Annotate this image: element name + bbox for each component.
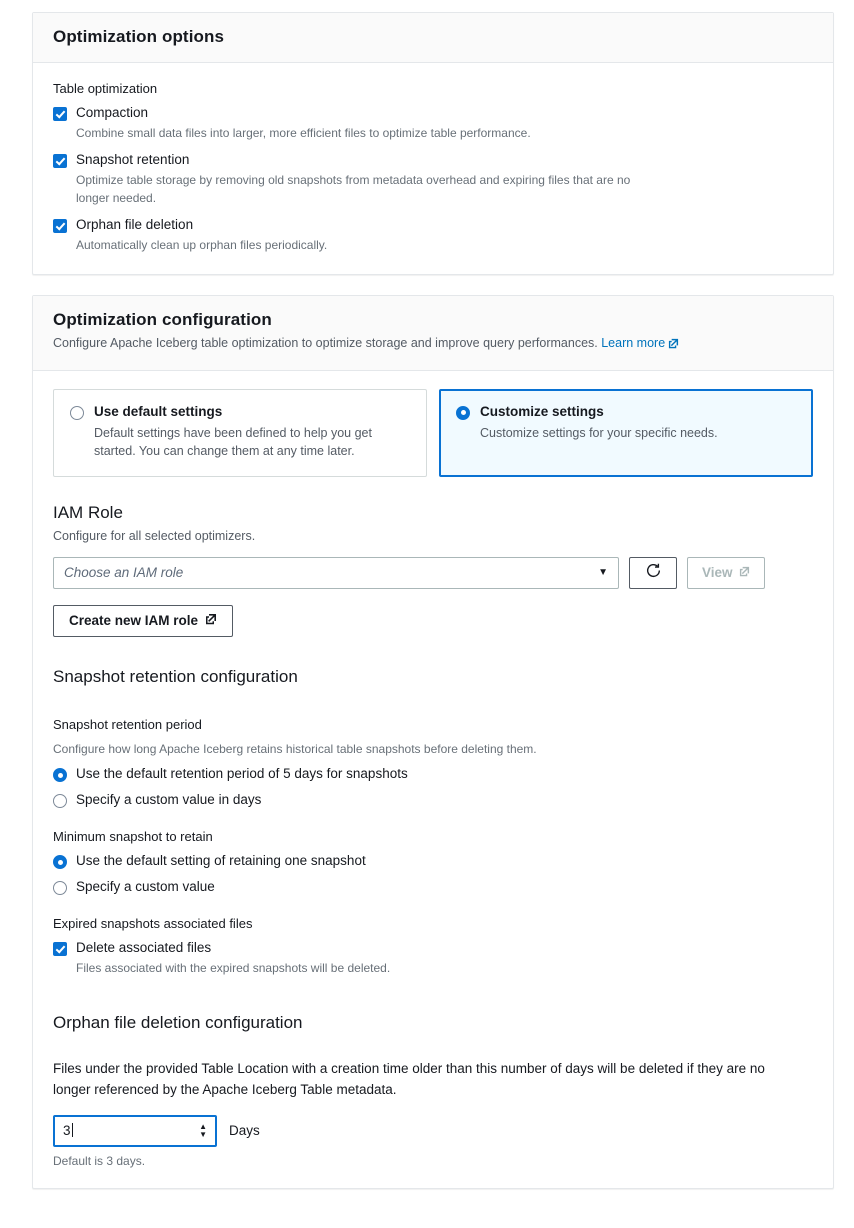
radio-default-minimum-snapshot-label: Use the default setting of retaining one snapshot <box>76 853 366 869</box>
create-new-iam-role-label: Create new IAM role <box>69 613 199 629</box>
radio-default-retention-period-label: Use the default retention period of 5 days for snapshots <box>76 766 408 782</box>
checkbox-snapshot-retention-description: Optimize table storage by removing old snapshots from metadata overhead and expiring files that are no longer needed. <box>76 173 631 205</box>
expired-snapshots-group <box>53 916 813 977</box>
checkbox-delete-associated-files-text <box>76 940 390 977</box>
checkbox-delete-associated-files-description: Files associated with the expired snapshots will be deleted. <box>76 960 391 975</box>
checkbox-orphan-file-deletion-text <box>76 217 327 254</box>
optimization-configuration-description-text: Configure Apache Iceberg table optimization to optimize storage and improve query performances. <box>53 336 598 351</box>
optimization-options-card <box>32 12 834 275</box>
page-title: Optimization options <box>53 27 225 46</box>
optimization-configuration-body <box>33 371 833 1188</box>
radio-custom-minimum-snapshot-control[interactable] <box>53 881 67 895</box>
checkbox-compaction-description: Combine small data files into larger, more efficient files to optimize table performance. <box>76 125 531 140</box>
optimization-configuration-header <box>33 296 833 371</box>
tile-customize-settings-radio[interactable] <box>456 406 470 420</box>
orphan-file-deletion-description: Files under the provided Table Location with a creation time older than this number of days will be deleted if they are no longer referenced by the Apache Iceberg Table metadata. <box>53 1061 765 1098</box>
orphan-file-deletion-heading: Orphan file deletion configuration <box>53 1013 303 1033</box>
checkbox-compaction-box[interactable] <box>53 107 67 121</box>
external-link-icon <box>668 337 679 355</box>
orphan-days-value: 3 <box>63 1123 71 1139</box>
checkbox-snapshot-retention-label: Snapshot retention <box>76 152 190 168</box>
iam-role-row <box>53 557 813 589</box>
iam-role-heading: IAM Role <box>53 502 123 522</box>
checkbox-snapshot-retention[interactable] <box>53 152 813 207</box>
table-optimization-label: Table optimization <box>53 81 158 96</box>
orphan-days-row <box>53 1115 813 1147</box>
radio-custom-minimum-snapshot-label: Specify a custom value <box>76 878 215 894</box>
chevron-down-icon: ▼ <box>598 567 608 579</box>
tile-use-default-settings-description: Default settings have been defined to help you get started. You can change them at any time later. <box>94 425 372 458</box>
optimization-configuration-card <box>32 295 834 1189</box>
iam-role-description: Configure for all selected optimizers. <box>53 528 256 543</box>
tile-customize-settings[interactable] <box>439 389 813 477</box>
checkbox-delete-associated-files-box[interactable] <box>53 942 67 956</box>
minimum-snapshot-group <box>53 829 813 896</box>
tile-use-default-settings-title: Use default settings <box>94 403 223 419</box>
optimization-configuration-title: Optimization configuration <box>53 310 272 330</box>
learn-more-link[interactable]: Learn more <box>601 336 666 351</box>
checkbox-delete-associated-files-label: Delete associated files <box>76 939 212 955</box>
checkbox-snapshot-retention-box[interactable] <box>53 154 67 168</box>
external-link-icon <box>739 565 750 580</box>
optimization-options-body <box>33 63 833 274</box>
radio-default-minimum-snapshot-control[interactable] <box>53 855 67 869</box>
stepper-up-icon[interactable]: ▲ <box>199 1121 207 1131</box>
settings-mode-tiles <box>53 389 813 477</box>
radio-default-retention-period-control[interactable] <box>53 768 67 782</box>
radio-custom-retention-days-control[interactable] <box>53 794 67 808</box>
create-iam-role-row <box>53 605 813 637</box>
iam-role-select-placeholder: Choose an IAM role <box>64 565 184 581</box>
checkbox-snapshot-retention-text <box>76 152 636 207</box>
checkbox-orphan-file-deletion-label: Orphan file deletion <box>76 216 194 232</box>
checkbox-compaction[interactable] <box>53 105 813 142</box>
snapshot-retention-heading: Snapshot retention configuration <box>53 666 298 686</box>
spacer <box>53 693 813 699</box>
view-button-label: View <box>702 565 733 581</box>
stepper-down-icon[interactable]: ▼ <box>199 1129 207 1139</box>
view-button[interactable] <box>687 557 765 589</box>
external-link-icon <box>205 613 217 628</box>
refresh-icon <box>645 562 662 584</box>
radio-custom-minimum-snapshot[interactable] <box>53 879 813 896</box>
checkbox-compaction-text <box>76 105 531 142</box>
checkbox-orphan-file-deletion-box[interactable] <box>53 219 67 233</box>
radio-custom-retention-days-label: Specify a custom value in days <box>76 792 262 808</box>
snapshot-retention-period-label: Snapshot retention period <box>53 716 202 732</box>
tile-customize-settings-description: Customize settings for your specific needs. <box>480 425 718 440</box>
orphan-days-unit-label: Days <box>229 1123 260 1139</box>
snapshot-retention-period-group <box>53 717 813 809</box>
tile-use-default-settings-radio[interactable] <box>70 406 84 420</box>
iam-role-select[interactable] <box>53 557 619 589</box>
checkbox-compaction-label: Compaction <box>76 105 149 120</box>
expired-snapshots-label: Expired snapshots associated files <box>53 915 253 931</box>
minimum-snapshot-label: Minimum snapshot to retain <box>53 829 213 845</box>
checkbox-orphan-file-deletion-description: Automatically clean up orphan files periodically. <box>76 237 328 252</box>
optimization-configuration-description <box>53 335 813 355</box>
orphan-days-input[interactable] <box>53 1115 217 1147</box>
refresh-button[interactable] <box>629 557 677 589</box>
checkbox-orphan-file-deletion[interactable] <box>53 217 813 254</box>
orphan-days-hint: Default is 3 days. <box>53 1153 146 1168</box>
tile-customize-settings-title: Customize settings <box>480 403 604 419</box>
snapshot-retention-period-description: Configure how long Apache Iceberg retains historical table snapshots before deleting them. <box>53 741 537 756</box>
checkbox-delete-associated-files[interactable] <box>53 940 813 977</box>
tile-use-default-settings-text <box>94 404 410 460</box>
tile-use-default-settings[interactable] <box>53 389 427 477</box>
radio-default-retention-period[interactable] <box>53 766 813 783</box>
orphan-days-stepper[interactable] <box>199 1121 207 1139</box>
radio-default-minimum-snapshot[interactable] <box>53 853 813 870</box>
tile-customize-settings-text <box>480 404 718 442</box>
text-cursor <box>72 1123 73 1137</box>
optimization-options-header <box>33 13 833 63</box>
create-new-iam-role-button[interactable] <box>53 605 233 637</box>
radio-custom-retention-days[interactable] <box>53 792 813 809</box>
